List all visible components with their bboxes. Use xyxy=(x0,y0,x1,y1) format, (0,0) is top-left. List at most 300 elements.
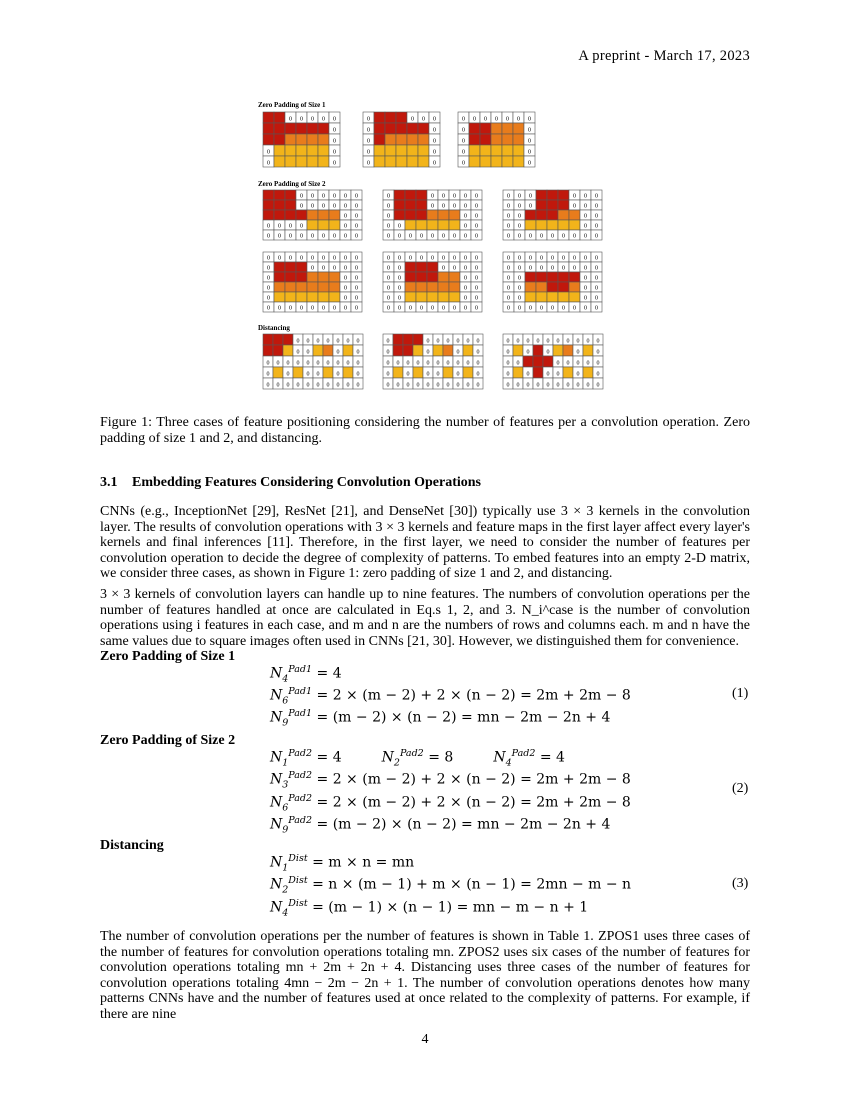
zp2-grid-row2-0-cell xyxy=(307,282,318,292)
dist-grid-2-zero: 0 xyxy=(506,371,510,378)
eq-number-2: (2) xyxy=(732,781,749,796)
zp2-grid-row1-1-cell xyxy=(449,210,460,220)
zp2-grid-row1-2-zero: 0 xyxy=(584,213,587,220)
zp2-grid-row2-1-cell xyxy=(416,262,427,272)
dist-grid-2-zero: 0 xyxy=(506,349,510,356)
zp1-grid-b-cell xyxy=(374,145,385,156)
zp2-grid-row2-2-zero: 0 xyxy=(573,265,576,272)
zp1-grid-b-zero: 0 xyxy=(433,116,436,123)
dist-grid-0-cell xyxy=(343,345,353,356)
dist-grid-0-cell xyxy=(343,367,353,378)
zp1-grid-c-cell xyxy=(480,134,491,145)
zp2-grid-row2-2-zero: 0 xyxy=(507,285,510,292)
dist-grid-0-zero: 0 xyxy=(336,360,340,367)
zp2-grid-row1-2-zero: 0 xyxy=(518,213,521,220)
zp2-grid-row2-2-zero: 0 xyxy=(518,255,521,262)
figure-label-distancing: Distancing xyxy=(258,324,290,332)
zp1-grid-b-cell xyxy=(374,123,385,134)
zp2-grid-row2-1-cell xyxy=(427,292,438,302)
zp1-grid-b-cell xyxy=(396,134,407,145)
dist-grid-1-zero: 0 xyxy=(426,349,430,356)
dist-grid-1-zero: 0 xyxy=(386,360,390,367)
zp2-grid-row2-0-zero: 0 xyxy=(344,265,347,272)
dist-grid-0-zero: 0 xyxy=(306,360,310,367)
dist-grid-1-cell xyxy=(403,334,413,345)
page-number: 4 xyxy=(421,1032,429,1047)
zp1-grid-b-cell xyxy=(418,145,429,156)
zp2-grid-row1-1-zero: 0 xyxy=(453,193,456,200)
dist-grid-0-cell xyxy=(263,334,273,345)
zp2-grid-row2-0-cell xyxy=(285,262,296,272)
dist-grid-2-zero: 0 xyxy=(506,382,510,389)
zp2-grid-row1-0-zero: 0 xyxy=(300,233,303,240)
zp1-grid-c-cell xyxy=(469,123,480,134)
dist-grid-2-cell xyxy=(563,345,573,356)
zp2-grid-row2-1-cell xyxy=(405,292,416,302)
zp2-grid-row2-0-cell xyxy=(285,282,296,292)
zp1-grid-a-cell xyxy=(307,134,318,145)
zp1-grid-a-zero: 0 xyxy=(267,149,270,156)
zp2-grid-row2-1-zero: 0 xyxy=(387,305,390,312)
dist-grid-0-zero: 0 xyxy=(346,382,350,389)
zp1-grid-a-cell xyxy=(296,123,307,134)
zp1-grid-c-cell xyxy=(480,156,491,167)
dist-grid-2-cell xyxy=(583,345,593,356)
paragraph-1: CNNs (e.g., InceptionNet [29], ResNet [21], and DenseNet [30]) typically use 3 × 3 kernels in the convolution layer. The results of convolution operations with 3 × 3 kernels and feature maps in the first layer affect every layer's kernels and final inferences [11]. Therefore, in the first layer, we need to consider the number of features per convolution operation to decide the degree of complexity of patterns. To embed features into an empty 2-D matrix, we consider three cases, as shown in Figure 1: zero padding of size 1 and 2, and distancing. xyxy=(100,504,750,582)
zp2-grid-row2-0-zero: 0 xyxy=(355,295,358,302)
zp1-grid-b-cell xyxy=(407,145,418,156)
zp2-grid-row1-1-cell xyxy=(427,220,438,230)
dist-grid-2-cell xyxy=(533,367,543,378)
zp1-grid-c-cell xyxy=(513,145,524,156)
zp2-grid-row1-0-zero: 0 xyxy=(355,223,358,230)
zp1-grid-b-zero: 0 xyxy=(433,127,436,134)
dist-grid-2-zero: 0 xyxy=(526,338,530,345)
dist-grid-2-zero: 0 xyxy=(546,349,550,356)
dist-grid-0-zero: 0 xyxy=(356,338,360,345)
zp2-grid-row2-2-cell xyxy=(525,272,536,282)
zp1-grid-a-zero: 0 xyxy=(289,116,292,123)
zp2-grid-row1-1-cell xyxy=(416,190,427,200)
zp2-grid-row1-1-zero: 0 xyxy=(431,203,434,210)
dist-grid-0-cell xyxy=(323,367,333,378)
zp2-grid-row1-2-zero: 0 xyxy=(562,233,565,240)
zp2-grid-row2-1-cell xyxy=(405,262,416,272)
zp1-grid-a-zero: 0 xyxy=(311,116,314,123)
dist-grid-0-zero: 0 xyxy=(346,338,350,345)
zp2-grid-row1-2-zero: 0 xyxy=(573,193,576,200)
dist-grid-0-cell xyxy=(323,345,333,356)
zp2-grid-row1-0-zero: 0 xyxy=(278,223,281,230)
dist-grid-0-zero: 0 xyxy=(356,371,360,378)
zp2-grid-row2-0-cell xyxy=(318,292,329,302)
figure-label-zp2: Zero Padding of Size 2 xyxy=(258,180,326,188)
zp2-grid-row2-1-cell xyxy=(427,282,438,292)
zp2-grid-row2-0-zero: 0 xyxy=(333,305,336,312)
dist-grid-2-zero: 0 xyxy=(576,349,580,356)
zp2-grid-row2-0-zero: 0 xyxy=(267,255,270,262)
dist-grid-0-zero: 0 xyxy=(266,371,270,378)
zp2-grid-row2-0-cell xyxy=(296,272,307,282)
dist-grid-1-zero: 0 xyxy=(436,360,440,367)
zp2-grid-row1-1-cell xyxy=(394,210,405,220)
zp1-grid-b-cell xyxy=(418,156,429,167)
zp2-grid-row2-2-cell xyxy=(547,282,558,292)
dist-grid-2-zero: 0 xyxy=(516,338,520,345)
zp2-grid-row1-2-zero: 0 xyxy=(507,223,510,230)
dist-grid-2-zero: 0 xyxy=(536,338,540,345)
zp1-grid-b-cell xyxy=(418,134,429,145)
zp1-grid-a-zero: 0 xyxy=(333,138,336,145)
zp2-grid-row1-2-zero: 0 xyxy=(518,223,521,230)
zp2-grid-row2-1-zero: 0 xyxy=(398,285,401,292)
zp2-grid-row2-0-zero: 0 xyxy=(322,305,325,312)
dist-grid-1-cell xyxy=(403,345,413,356)
zp1-grid-b-cell xyxy=(407,134,418,145)
dist-grid-1-zero: 0 xyxy=(386,382,390,389)
zp1-grid-c-zero: 0 xyxy=(462,149,465,156)
zp2-grid-row2-2-zero: 0 xyxy=(507,275,510,282)
dist-grid-1-cell xyxy=(413,367,423,378)
zp1-grid-c-cell xyxy=(502,134,513,145)
zp2-grid-row1-1-cell xyxy=(416,220,427,230)
dist-grid-1-zero: 0 xyxy=(426,360,430,367)
zp2-grid-row2-2-zero: 0 xyxy=(562,305,565,312)
zp2-grid-row1-1-zero: 0 xyxy=(464,213,467,220)
zp1-grid-c-zero: 0 xyxy=(462,116,465,123)
zp2-grid-row2-1-zero: 0 xyxy=(431,255,434,262)
zp1-grid-c-zero: 0 xyxy=(528,138,531,145)
zp2-grid-row2-0-zero: 0 xyxy=(267,295,270,302)
zp2-grid-row2-1-zero: 0 xyxy=(409,305,412,312)
dist-grid-1-cell xyxy=(433,345,443,356)
zp1-grid-b-zero: 0 xyxy=(433,149,436,156)
zp2-grid-row2-1-zero: 0 xyxy=(442,265,445,272)
zp2-grid-row2-2-zero: 0 xyxy=(562,265,565,272)
zp2-grid-row1-2-zero: 0 xyxy=(584,233,587,240)
zp1-grid-a-cell xyxy=(318,134,329,145)
zp1-grid-c-cell xyxy=(469,134,480,145)
zp2-grid-row1-0-zero: 0 xyxy=(355,203,358,210)
zp1-grid-a-cell xyxy=(307,145,318,156)
zp2-grid-row1-2-cell xyxy=(547,210,558,220)
zp2-grid-row2-2-cell xyxy=(558,282,569,292)
eq-dist-n1: $N_1^{Dist} = m \times n$ = mn xyxy=(270,853,415,874)
dist-grid-0-zero: 0 xyxy=(296,338,300,345)
zp2-grid-row2-0-cell xyxy=(329,272,340,282)
dist-grid-2-cell xyxy=(543,356,553,367)
zp2-grid-row1-0-zero: 0 xyxy=(311,193,314,200)
zp1-grid-a-zero: 0 xyxy=(322,116,325,123)
dist-grid-1-zero: 0 xyxy=(456,338,460,345)
zp2-grid-row1-2-zero: 0 xyxy=(551,233,554,240)
zp1-grid-c-zero: 0 xyxy=(528,149,531,156)
zp2-grid-row2-2-cell xyxy=(547,292,558,302)
zp2-grid-row2-2-zero: 0 xyxy=(584,265,587,272)
zp1-grid-c-zero: 0 xyxy=(528,160,531,167)
zp2-grid-row2-2-zero: 0 xyxy=(540,265,543,272)
zp2-grid-row1-0-zero: 0 xyxy=(278,233,281,240)
eq-zp1-n4: $N_4^{Pad1} = 4$ xyxy=(270,664,342,685)
zp1-grid-b-zero: 0 xyxy=(433,138,436,145)
dist-grid-0-cell xyxy=(273,367,283,378)
zp2-grid-row2-0-zero: 0 xyxy=(344,275,347,282)
zp1-grid-a-zero: 0 xyxy=(300,116,303,123)
dist-grid-2-cell xyxy=(583,367,593,378)
zp2-grid-row2-0-zero: 0 xyxy=(344,305,347,312)
dist-grid-1-zero: 0 xyxy=(406,360,410,367)
zp2-grid-row2-0-cell xyxy=(274,262,285,272)
dist-grid-1-zero: 0 xyxy=(386,349,390,356)
zp2-grid-row1-0-zero: 0 xyxy=(322,203,325,210)
zp1-grid-c-zero: 0 xyxy=(495,116,498,123)
zp2-grid-row1-1-zero: 0 xyxy=(409,233,412,240)
zp1-grid-c-zero: 0 xyxy=(473,116,476,123)
zp2-grid-row2-2-cell xyxy=(569,282,580,292)
zp2-grid-row2-2-zero: 0 xyxy=(584,295,587,302)
dist-grid-1-zero: 0 xyxy=(426,338,430,345)
zp1-grid-a-cell xyxy=(285,156,296,167)
zp1-grid-b-cell xyxy=(385,156,396,167)
zp1-grid-a-zero: 0 xyxy=(333,127,336,134)
zp2-grid-row1-1-zero: 0 xyxy=(464,193,467,200)
dist-grid-1-zero: 0 xyxy=(456,371,460,378)
zp2-grid-row2-1-cell xyxy=(438,272,449,282)
zp2-grid-row1-2-cell xyxy=(536,190,547,200)
zp2-grid-row1-2-cell xyxy=(536,220,547,230)
dist-grid-2-zero: 0 xyxy=(556,360,560,367)
zp2-grid-row1-2-zero: 0 xyxy=(595,213,598,220)
zp1-grid-b-cell xyxy=(396,145,407,156)
dist-grid-1-cell xyxy=(413,345,423,356)
dist-grid-1-cell xyxy=(443,367,453,378)
zp2-grid-row1-0-cell xyxy=(285,190,296,200)
zp2-grid-row2-1-zero: 0 xyxy=(398,255,401,262)
zp2-grid-row2-1-zero: 0 xyxy=(398,265,401,272)
dist-grid-0-cell xyxy=(273,334,283,345)
zp1-grid-b-zero: 0 xyxy=(433,160,436,167)
dist-grid-0-zero: 0 xyxy=(336,371,340,378)
zp2-grid-row1-0-zero: 0 xyxy=(311,233,314,240)
zp1-grid-a-cell xyxy=(296,134,307,145)
zp2-grid-row2-1-zero: 0 xyxy=(453,305,456,312)
zp1-grid-b-zero: 0 xyxy=(367,116,370,123)
zp2-grid-row1-0-cell xyxy=(263,190,274,200)
zp2-grid-row2-2-cell xyxy=(547,272,558,282)
zp1-grid-c-cell xyxy=(502,123,513,134)
zp2-grid-row2-1-zero: 0 xyxy=(387,275,390,282)
zp1-grid-a-cell xyxy=(274,134,285,145)
dist-grid-1-zero: 0 xyxy=(386,338,390,345)
dist-grid-2-zero: 0 xyxy=(516,382,520,389)
zp2-grid-row1-1-zero: 0 xyxy=(398,223,401,230)
dist-grid-2-zero: 0 xyxy=(526,371,530,378)
dist-grid-0-zero: 0 xyxy=(356,382,360,389)
dist-grid-0-zero: 0 xyxy=(296,349,300,356)
zp2-grid-row2-2-zero: 0 xyxy=(595,275,598,282)
dist-grid-1-zero: 0 xyxy=(396,360,400,367)
zp2-grid-row2-2-zero: 0 xyxy=(518,305,521,312)
zp2-grid-row2-0-zero: 0 xyxy=(344,285,347,292)
dist-grid-2-cell xyxy=(513,367,523,378)
zp2-grid-row2-0-zero: 0 xyxy=(278,305,281,312)
zp2-grid-row2-2-zero: 0 xyxy=(551,265,554,272)
zp2-grid-row1-2-zero: 0 xyxy=(518,193,521,200)
zp2-grid-row1-0-cell xyxy=(285,200,296,210)
zp2-grid-row2-0-cell xyxy=(329,282,340,292)
dist-grid-2-zero: 0 xyxy=(506,338,510,345)
zp1-grid-b-cell xyxy=(374,134,385,145)
zp2-grid-row2-0-zero: 0 xyxy=(267,265,270,272)
eq-dist-n2: $N_2^{Dist} = n \times (m - 1) + m \times (n - 1) = 2mn - m - n$ xyxy=(270,875,632,896)
zp2-grid-row2-2-cell xyxy=(536,282,547,292)
zp2-grid-row1-1-cell xyxy=(438,210,449,220)
zp2-grid-row2-0-zero: 0 xyxy=(300,305,303,312)
zp2-grid-row2-1-zero: 0 xyxy=(398,275,401,282)
zp2-grid-row2-0-cell xyxy=(329,292,340,302)
dist-grid-0-zero: 0 xyxy=(286,371,290,378)
dist-grid-1-zero: 0 xyxy=(426,371,430,378)
zp2-grid-row2-1-zero: 0 xyxy=(442,255,445,262)
zp2-grid-row2-1-zero: 0 xyxy=(387,285,390,292)
dist-grid-2-zero: 0 xyxy=(556,371,560,378)
zp1-grid-a-zero: 0 xyxy=(333,116,336,123)
zp1-grid-c-zero: 0 xyxy=(506,116,509,123)
dist-grid-2-cell xyxy=(533,345,543,356)
dist-grid-1-zero: 0 xyxy=(456,382,460,389)
zp1-grid-b-zero: 0 xyxy=(367,160,370,167)
zp2-grid-row2-1-cell xyxy=(416,272,427,282)
zp1-grid-c-zero: 0 xyxy=(462,127,465,134)
zp2-grid-row1-1-zero: 0 xyxy=(398,233,401,240)
zp2-grid-row1-0-cell xyxy=(307,210,318,220)
label-zero-padding-1: Zero Padding of Size 1 xyxy=(100,649,236,664)
zp2-grid-row1-1-cell xyxy=(405,210,416,220)
zp2-grid-row1-1-cell xyxy=(438,220,449,230)
zp2-grid-row1-0-cell xyxy=(274,190,285,200)
zp2-grid-row2-0-zero: 0 xyxy=(322,265,325,272)
zp1-grid-b-cell xyxy=(374,112,385,123)
dist-grid-2-cell xyxy=(513,345,523,356)
zp1-grid-a-cell xyxy=(285,123,296,134)
zp2-grid-row2-2-cell xyxy=(569,292,580,302)
dist-grid-1-cell xyxy=(413,334,423,345)
dist-grid-2-zero: 0 xyxy=(516,360,520,367)
dist-grid-1-zero: 0 xyxy=(456,349,460,356)
label-zero-padding-2: Zero Padding of Size 2 xyxy=(100,733,236,748)
dist-grid-2-cell xyxy=(533,356,543,367)
dist-grid-1-zero: 0 xyxy=(406,371,410,378)
zp2-grid-row2-0-zero: 0 xyxy=(333,255,336,262)
zp2-grid-row1-0-zero: 0 xyxy=(333,233,336,240)
zp2-grid-row2-2-zero: 0 xyxy=(518,275,521,282)
zp2-grid-row2-1-cell xyxy=(405,282,416,292)
zp1-grid-b-cell xyxy=(385,112,396,123)
zp2-grid-row1-2-cell xyxy=(547,220,558,230)
zp1-grid-c-cell xyxy=(480,145,491,156)
zp2-grid-row2-1-cell xyxy=(449,272,460,282)
dist-grid-1-zero: 0 xyxy=(476,371,480,378)
dist-grid-1-zero: 0 xyxy=(466,360,470,367)
zp2-grid-row1-1-zero: 0 xyxy=(453,233,456,240)
zp2-grid-row2-1-zero: 0 xyxy=(431,305,434,312)
zp1-grid-b-zero: 0 xyxy=(422,116,425,123)
zp2-grid-row1-2-cell xyxy=(558,220,569,230)
zp2-grid-row1-2-cell xyxy=(547,200,558,210)
dist-grid-2-zero: 0 xyxy=(546,338,550,345)
dist-grid-2-zero: 0 xyxy=(566,360,570,367)
zp2-grid-row1-2-zero: 0 xyxy=(595,203,598,210)
zp1-grid-b-zero: 0 xyxy=(367,149,370,156)
zp1-grid-b-zero: 0 xyxy=(367,127,370,134)
zp2-grid-row1-2-zero: 0 xyxy=(573,233,576,240)
zp2-grid-row1-2-zero: 0 xyxy=(540,233,543,240)
zp2-grid-row2-1-cell xyxy=(449,282,460,292)
zp2-grid-row2-2-zero: 0 xyxy=(529,265,532,272)
zp2-grid-row2-1-zero: 0 xyxy=(475,295,478,302)
zp2-grid-row2-1-cell xyxy=(427,262,438,272)
zp1-grid-b-zero: 0 xyxy=(367,138,370,145)
zp1-grid-c-zero: 0 xyxy=(528,116,531,123)
zp2-grid-row2-0-zero: 0 xyxy=(311,305,314,312)
zp2-grid-row2-2-cell xyxy=(536,292,547,302)
zp2-grid-row1-0-zero: 0 xyxy=(344,223,347,230)
dist-grid-2-zero: 0 xyxy=(566,338,570,345)
dist-grid-2-zero: 0 xyxy=(576,338,580,345)
zp2-grid-row2-0-cell xyxy=(318,272,329,282)
zp2-grid-row1-0-cell xyxy=(263,200,274,210)
zp2-grid-row1-0-cell xyxy=(274,210,285,220)
dist-grid-1-cell xyxy=(463,345,473,356)
zp2-grid-row2-2-zero: 0 xyxy=(562,255,565,262)
zp2-grid-row1-2-zero: 0 xyxy=(507,203,510,210)
zp2-grid-row2-1-zero: 0 xyxy=(409,255,412,262)
zp2-grid-row2-2-zero: 0 xyxy=(529,305,532,312)
eq-number-3: (3) xyxy=(732,876,749,891)
zp2-grid-row1-2-zero: 0 xyxy=(529,203,532,210)
zp2-grid-row1-2-cell xyxy=(558,200,569,210)
zp2-grid-row2-0-zero: 0 xyxy=(267,285,270,292)
dist-grid-0-zero: 0 xyxy=(336,382,340,389)
zp2-grid-row1-2-cell xyxy=(558,210,569,220)
zp2-grid-row1-0-zero: 0 xyxy=(300,203,303,210)
zp1-grid-a-cell xyxy=(274,145,285,156)
zp2-grid-row2-2-cell xyxy=(525,282,536,292)
eq-dist-n4: $N_4^{Dist} = (m - 1) \times (n - 1)$ = mn − m − n + 1 xyxy=(270,898,589,919)
dist-grid-2-zero: 0 xyxy=(596,371,600,378)
zp2-grid-row2-0-zero: 0 xyxy=(355,285,358,292)
zp1-grid-c-zero: 0 xyxy=(484,116,487,123)
zp2-grid-row2-1-zero: 0 xyxy=(475,255,478,262)
zp2-grid-row2-0-zero: 0 xyxy=(289,255,292,262)
zp2-grid-row1-1-zero: 0 xyxy=(475,193,478,200)
dist-grid-0-zero: 0 xyxy=(356,360,360,367)
zp2-grid-row2-2-cell xyxy=(558,292,569,302)
zp2-grid-row1-1-zero: 0 xyxy=(464,233,467,240)
zp2-grid-row1-0-zero: 0 xyxy=(344,233,347,240)
zp1-grid-a-cell xyxy=(307,123,318,134)
zp2-grid-row2-2-zero: 0 xyxy=(595,285,598,292)
dist-grid-0-zero: 0 xyxy=(316,338,320,345)
figure-1 xyxy=(258,100,598,392)
zp1-grid-a-cell xyxy=(274,123,285,134)
zp2-grid-row1-2-zero: 0 xyxy=(507,193,510,200)
zp2-grid-row2-1-zero: 0 xyxy=(420,255,423,262)
dist-grid-2-cell xyxy=(563,367,573,378)
eq-zp1-n6: $N_6^{Pad1} = 2 \times (m - 2) + 2 \times (n - 2) = 2m + 2m - 8$ xyxy=(270,686,631,707)
zp2-grid-row1-0-cell xyxy=(329,220,340,230)
dist-grid-2-zero: 0 xyxy=(576,360,580,367)
